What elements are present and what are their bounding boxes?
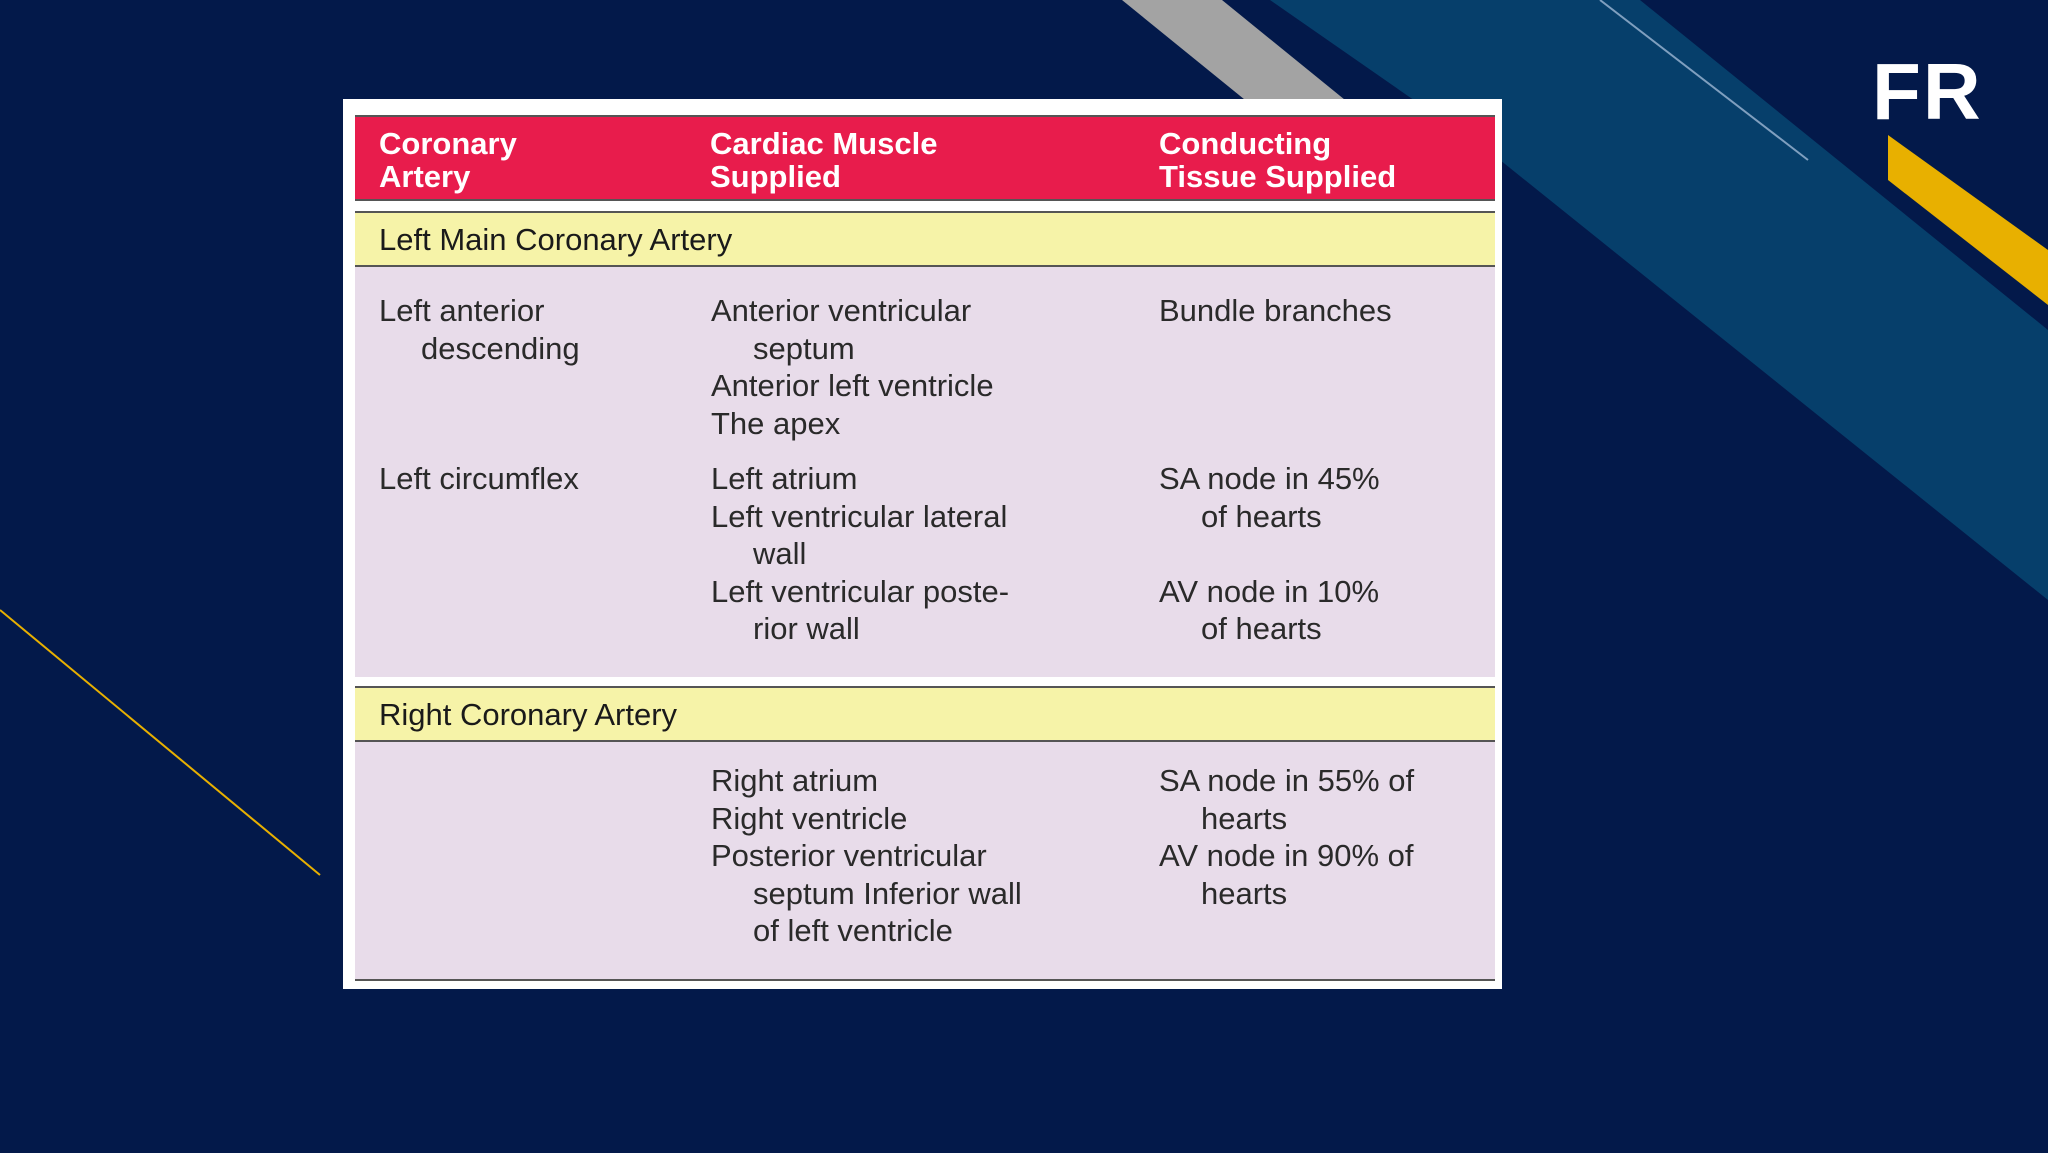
cell-line: of hearts — [1201, 498, 1322, 534]
section-body-right — [355, 742, 1495, 979]
cell-muscle — [711, 762, 1022, 950]
section-title: Left Main Coronary Artery — [379, 222, 733, 257]
cell-line: Right ventricle — [711, 800, 908, 836]
cell-muscle — [711, 460, 1009, 648]
cell-artery — [379, 292, 580, 367]
header-coronary-artery: Coronary Artery — [379, 126, 517, 194]
table-bottom-rule — [355, 979, 1495, 981]
cell-line: of hearts — [1201, 611, 1322, 646]
section-title: Right Coronary Artery — [379, 697, 678, 732]
table-header — [355, 115, 1495, 201]
section-body-left-main — [355, 267, 1495, 677]
cell-line: Anterior left ventricle — [711, 368, 994, 403]
brand-logo: FR — [1872, 47, 1983, 136]
cell-line: The apex — [711, 405, 841, 441]
cell-line: Left anterior — [379, 293, 545, 328]
cell-line: Left ventricular poste- — [711, 573, 1010, 609]
cell-line: rior wall — [753, 611, 860, 646]
cell-line: descending — [421, 330, 580, 366]
diagonal-thin-line-left — [0, 610, 320, 875]
cell-line: septum — [753, 330, 855, 366]
header-cardiac-muscle: Cardiac Muscle Supplied — [710, 126, 938, 194]
cell-tissue — [1159, 762, 1414, 912]
header-conducting-tissue: Conducting Tissue Supplied — [1159, 126, 1397, 194]
cell-tissue — [1159, 460, 1380, 648]
cell-line: Anterior ventricular — [711, 293, 972, 328]
cell-line: AV node in 90% of — [1159, 838, 1414, 873]
section-header-right — [355, 686, 1495, 742]
cell-line — [1159, 535, 1380, 573]
cell-line: hearts — [1201, 875, 1288, 911]
cell-line: Left ventricular lateral — [711, 498, 1008, 534]
coronary-artery-table — [343, 99, 1502, 989]
cell-line: Right atrium — [711, 763, 879, 798]
cell-line: Left circumflex — [379, 461, 579, 496]
section-header-left-main — [355, 211, 1495, 267]
cell-line: Posterior ventricular — [711, 838, 987, 873]
cell-line: AV node in 10% — [1159, 573, 1380, 609]
cell-line: Bundle branches — [1159, 293, 1392, 328]
cell-muscle — [711, 292, 994, 442]
cell-artery — [379, 460, 579, 498]
cell-line: SA node in 55% of — [1159, 763, 1415, 798]
cell-line: SA node in 45% — [1159, 461, 1380, 496]
cell-tissue — [1159, 292, 1392, 330]
cell-line: hearts — [1201, 800, 1288, 836]
cell-line: of left ventricle — [753, 913, 953, 948]
cell-line: septum Inferior wall — [753, 875, 1022, 911]
cell-line: Left atrium — [711, 461, 858, 496]
cell-line: wall — [753, 536, 807, 571]
